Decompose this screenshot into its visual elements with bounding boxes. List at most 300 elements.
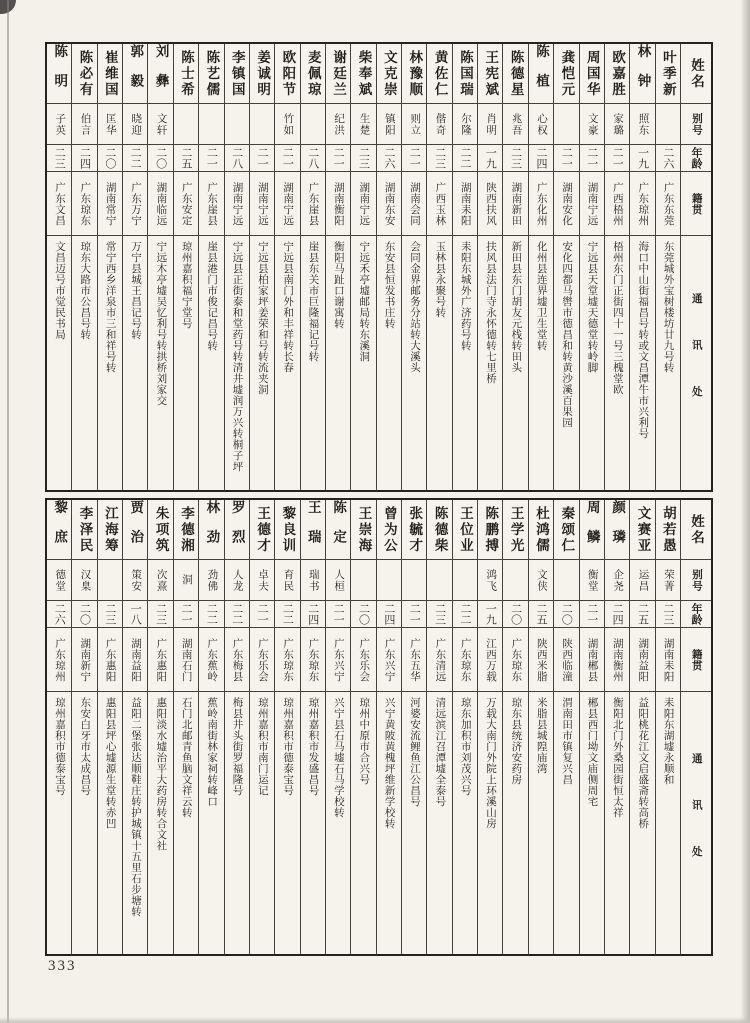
person-age-cell — [377, 145, 401, 172]
person-native-place-cell-text: 广东琼东 — [307, 637, 319, 682]
person-age-cell-text: 二〇 — [560, 603, 573, 625]
person-address-cell — [47, 692, 71, 954]
person-address-cell-text: 耒阳东城外广济药号转 — [459, 241, 471, 351]
person-alias-cell — [250, 560, 274, 601]
person-age-cell — [98, 601, 122, 628]
person-native-place-cell-text: 湖南东安 — [383, 181, 395, 226]
person-address-cell-text: 米脂县城隍庙湾 — [535, 697, 547, 774]
person-age-cell — [580, 145, 604, 172]
person-address-cell — [275, 236, 299, 490]
person-address-cell-text: 万载大南门外院上环溪山房 — [485, 697, 497, 829]
person-name-cell-text: 林钟 — [635, 44, 651, 103]
person-address-cell — [503, 692, 527, 954]
person-name-cell — [427, 500, 451, 560]
person-address-cell — [605, 692, 629, 954]
person-column — [351, 44, 376, 490]
person-column — [326, 44, 351, 490]
row-header-address-text: 通讯处 — [690, 293, 702, 433]
person-age-cell-text: 二〇 — [509, 603, 522, 625]
person-address-cell-text: 东安白牙市太成昌号 — [79, 697, 91, 796]
person-alias-cell-text: 兆吾 — [510, 112, 522, 136]
person-name-cell — [402, 500, 426, 560]
person-native-place-cell — [174, 628, 198, 692]
person-name-cell-text: 刘彝 — [153, 44, 169, 103]
person-address-cell — [580, 692, 604, 954]
person-age-cell-text: 二一 — [281, 147, 294, 169]
person-address-cell-text: 东莞城外宝树楼坊廿九号转 — [662, 241, 674, 373]
person-column — [554, 500, 579, 954]
person-native-place-cell-text: 广东崖县 — [307, 181, 319, 226]
person-age-cell-text: 二三 — [661, 603, 674, 625]
person-address-cell-text: 新田县东门胡友元栈转田头 — [510, 241, 522, 373]
person-native-place-cell — [98, 628, 122, 692]
person-column — [174, 44, 199, 490]
person-name-cell-text: 陈艺儒 — [204, 49, 220, 98]
person-age-cell-text: 二五 — [179, 147, 192, 169]
person-column — [199, 500, 224, 954]
person-native-place-cell — [529, 172, 553, 236]
person-alias-cell — [402, 104, 426, 145]
person-age-cell — [275, 601, 299, 628]
scan-bottom-edge-shade — [0, 1017, 750, 1023]
person-age-cell — [174, 601, 198, 628]
person-age-cell — [174, 145, 198, 172]
person-age-cell — [402, 601, 426, 628]
row-header-native-place-text: 籍贯 — [690, 648, 702, 671]
row-header-name — [681, 44, 711, 104]
person-name-cell — [275, 500, 299, 560]
person-alias-cell — [554, 560, 578, 601]
row-header-alias — [681, 560, 711, 601]
person-address-cell-text: 琼州嘉积市德泰宝号 — [53, 697, 65, 796]
person-name-cell-text: 秦颂仁 — [559, 505, 575, 554]
person-age-cell — [199, 601, 223, 628]
person-name-cell — [630, 500, 654, 560]
person-name-cell — [225, 500, 249, 560]
person-native-place-cell-text: 广东梅县 — [231, 637, 243, 682]
scan-left-edge-line — [7, 0, 9, 1023]
person-address-cell-text: 琼州嘉积福宁堂号 — [180, 241, 192, 329]
person-native-place-cell-text: 广西玉林 — [434, 181, 446, 226]
person-age-cell-text: 二二 — [458, 603, 471, 625]
person-native-place-cell-text: 湖南宁远 — [282, 181, 294, 226]
person-native-place-cell-text: 广东惠阳 — [104, 637, 116, 682]
person-name-cell-text: 欧阳节 — [280, 49, 296, 98]
row-header-native-place — [681, 172, 711, 236]
person-native-place-cell — [225, 172, 249, 236]
person-native-place-cell — [72, 172, 96, 236]
person-native-place-cell — [123, 172, 147, 236]
row-header-name-text: 姓名 — [689, 513, 704, 546]
person-alias-cell-text: 尔隆 — [459, 112, 471, 136]
person-alias-cell-text: 运昌 — [637, 568, 649, 592]
person-column — [529, 44, 554, 490]
person-address-cell — [402, 692, 426, 954]
person-native-place-cell — [656, 628, 680, 692]
person-name-cell — [301, 500, 325, 560]
person-address-cell — [47, 236, 71, 490]
person-alias-cell — [605, 104, 629, 145]
person-address-cell-text: 宁远县柏家坪姜荣和号转流夹洞 — [256, 241, 268, 395]
row-header-alias-text: 别号 — [691, 568, 702, 592]
person-name-cell — [301, 44, 325, 104]
person-alias-cell — [174, 104, 198, 145]
person-alias-cell-text: 德堂 — [54, 568, 66, 592]
person-column — [402, 500, 427, 954]
person-alias-cell — [351, 104, 375, 145]
person-address-cell — [351, 236, 375, 490]
person-name-cell — [377, 44, 401, 104]
person-name-cell-text: 王位业 — [457, 505, 473, 554]
person-age-cell — [605, 145, 629, 172]
person-native-place-cell-text: 广东琼东 — [510, 637, 522, 682]
person-address-cell-text: 琼州嘉积市南门运记 — [256, 697, 268, 796]
person-alias-cell-text: 文轩 — [155, 112, 167, 136]
row-header-name — [681, 500, 711, 560]
person-alias-cell — [453, 560, 477, 601]
person-column — [250, 500, 275, 954]
person-name-cell-text: 朱项筑 — [153, 505, 169, 554]
person-alias-cell — [275, 104, 299, 145]
person-alias-cell — [427, 104, 451, 145]
person-native-place-cell-text: 陕西米脂 — [535, 637, 547, 682]
person-column — [123, 44, 148, 490]
person-address-cell — [174, 236, 198, 490]
person-name-cell-text: 叶季新 — [660, 49, 676, 98]
person-address-cell — [123, 692, 147, 954]
person-column — [656, 44, 681, 490]
person-native-place-cell — [503, 628, 527, 692]
person-column — [580, 44, 605, 490]
person-native-place-cell — [47, 172, 71, 236]
person-name-cell — [453, 44, 477, 104]
person-address-cell-text: 文昌迈号市觉民书局 — [53, 241, 65, 340]
person-address-cell — [225, 692, 249, 954]
person-age-cell — [427, 145, 451, 172]
person-address-cell — [199, 692, 223, 954]
person-age-cell-text: 二五 — [636, 603, 649, 625]
person-native-place-cell — [427, 172, 451, 236]
person-native-place-cell — [554, 172, 578, 236]
person-name-cell-text: 周鳞 — [584, 500, 600, 559]
person-name-cell-text: 陈德柴 — [432, 505, 448, 554]
person-address-cell-text: 耒阳东湖墟永顺和 — [662, 697, 674, 785]
person-address-cell-text: 蕉岭南街林家祠转峰口 — [206, 697, 218, 807]
person-address-cell-text: 梧州东门正街四十一号三槐堂欧 — [611, 241, 623, 395]
person-age-cell-text: 二三 — [357, 147, 370, 169]
person-alias-cell — [98, 104, 122, 145]
person-age-cell-text: 二二 — [458, 147, 471, 169]
person-address-cell — [478, 236, 502, 490]
person-name-cell-text: 李德湘 — [178, 505, 194, 554]
person-age-cell-text: 二一 — [256, 147, 269, 169]
person-native-place-cell — [580, 628, 604, 692]
person-native-place-cell — [630, 628, 654, 692]
person-column — [225, 44, 250, 490]
person-native-place-cell-text: 广东惠阳 — [155, 637, 167, 682]
person-alias-cell — [453, 104, 477, 145]
person-native-place-cell — [275, 172, 299, 236]
person-name-cell-text: 杜鸿儒 — [534, 505, 550, 554]
person-native-place-cell — [478, 628, 502, 692]
person-age-cell — [351, 145, 375, 172]
person-native-place-cell-text: 广东琼州 — [637, 181, 649, 226]
person-age-cell — [630, 601, 654, 628]
person-column — [453, 500, 478, 954]
person-age-cell — [529, 145, 553, 172]
person-native-place-cell-text: 湖南新宁 — [79, 637, 91, 682]
person-age-cell-text: 二三 — [509, 147, 522, 169]
person-address-cell — [72, 236, 96, 490]
person-alias-cell-text: 匡华 — [104, 112, 116, 136]
person-age-cell-text: 二一 — [408, 147, 421, 169]
person-alias-cell-text: 卓夫 — [257, 568, 269, 592]
person-column — [529, 500, 554, 954]
person-name-cell — [174, 44, 198, 104]
person-native-place-cell-text: 广东崖县 — [206, 181, 218, 226]
row-header-address — [681, 236, 711, 490]
person-name-cell-text: 陈定 — [331, 500, 347, 559]
person-alias-cell — [503, 560, 527, 601]
person-age-cell — [427, 601, 451, 628]
person-alias-cell — [199, 560, 223, 601]
person-alias-cell — [123, 560, 147, 601]
person-alias-cell — [580, 560, 604, 601]
person-age-cell — [225, 145, 249, 172]
person-address-cell — [351, 692, 375, 954]
person-column — [503, 44, 528, 490]
person-age-cell-text: 二六 — [382, 147, 395, 169]
person-name-cell-text: 江海筹 — [102, 505, 118, 554]
person-column — [478, 500, 503, 954]
person-age-cell — [377, 601, 401, 628]
person-column — [123, 500, 148, 954]
person-name-cell — [478, 44, 502, 104]
person-column — [377, 44, 402, 490]
person-native-place-cell — [301, 628, 325, 692]
person-native-place-cell — [605, 628, 629, 692]
person-alias-cell — [656, 560, 680, 601]
person-age-cell-text: 二八 — [306, 147, 319, 169]
person-native-place-cell-text: 湖南益阳 — [130, 637, 142, 682]
person-name-cell — [98, 44, 122, 104]
person-address-cell — [427, 236, 451, 490]
person-address-cell-text: 河婆安流鲤鱼江公昌号 — [408, 697, 420, 807]
person-address-cell-text: 宁远木亭墟吴忆利号转拱桥刘家交 — [155, 241, 167, 406]
person-address-cell-text: 万宁县城王昌记号转 — [130, 241, 142, 340]
person-name-cell-text: 崔维国 — [102, 49, 118, 98]
person-age-cell-text: 二〇 — [357, 603, 370, 625]
person-column — [605, 44, 630, 490]
person-alias-cell — [377, 104, 401, 145]
person-native-place-cell-text: 广东蕉岭 — [206, 637, 218, 682]
person-name-cell — [656, 500, 680, 560]
person-native-place-cell — [478, 172, 502, 236]
person-native-place-cell-text: 广东兴宁 — [383, 637, 395, 682]
person-address-cell-text: 宁远禾亭墟邮局转东溪洞 — [358, 241, 370, 362]
person-age-cell — [148, 601, 172, 628]
person-age-cell — [478, 601, 502, 628]
person-address-cell — [98, 692, 122, 954]
person-address-cell-text: 宁远县南门外和丰祥转长春 — [282, 241, 294, 373]
person-name-cell-text: 黎庶 — [52, 500, 68, 559]
person-alias-cell-text: 偕奇 — [434, 112, 446, 136]
person-native-place-cell-text: 广西梧州 — [611, 181, 623, 226]
person-age-cell-text: 二八 — [230, 147, 243, 169]
person-name-cell — [503, 44, 527, 104]
row-header-name-text: 姓名 — [689, 57, 704, 90]
person-name-cell-text: 陈士希 — [178, 49, 194, 98]
person-address-cell — [250, 692, 274, 954]
person-alias-cell — [630, 104, 654, 145]
person-address-cell-text: 琼东大路市公昌号转 — [79, 241, 91, 340]
person-column — [503, 500, 528, 954]
person-address-cell — [554, 692, 578, 954]
person-address-cell — [656, 236, 680, 490]
person-native-place-cell-text: 广东万宁 — [130, 181, 142, 226]
person-column — [275, 500, 300, 954]
person-name-cell-text: 罗烈 — [229, 500, 245, 559]
person-alias-cell-text: 劲佛 — [206, 568, 218, 592]
row-header-age — [681, 601, 711, 628]
person-alias-cell-text: 纪洪 — [333, 112, 345, 136]
person-address-cell — [427, 692, 451, 954]
person-address-cell — [503, 236, 527, 490]
person-alias-cell — [529, 560, 553, 601]
person-address-cell-text: 安化四都马辔市德昌和转黄沙溪百果园 — [561, 241, 573, 428]
person-column — [427, 44, 452, 490]
person-address-cell-text: 惠阳县坪心墟源生堂转赤凹 — [104, 697, 116, 829]
person-address-cell — [326, 692, 350, 954]
person-address-cell — [554, 236, 578, 490]
person-alias-cell — [427, 560, 451, 601]
person-name-cell — [529, 500, 553, 560]
person-alias-cell-text: 策安 — [130, 568, 142, 592]
person-age-cell — [503, 145, 527, 172]
person-name-cell — [174, 500, 198, 560]
person-name-cell — [554, 44, 578, 104]
person-name-cell-text: 欧嘉胜 — [610, 49, 626, 98]
person-alias-cell-text: 照东 — [637, 112, 649, 136]
person-native-place-cell — [326, 172, 350, 236]
person-address-cell-text: 扶风县法门寺永怀德转七里桥 — [485, 241, 497, 384]
person-age-cell — [123, 145, 147, 172]
person-native-place-cell-text: 湖南新田 — [510, 181, 522, 226]
person-name-cell-text: 黎良训 — [280, 505, 296, 554]
person-column — [47, 500, 72, 954]
person-address-cell-text: 衡阳马趾口谢寓转 — [332, 241, 344, 329]
person-address-cell — [123, 236, 147, 490]
person-name-cell — [72, 500, 96, 560]
person-alias-cell — [148, 560, 172, 601]
person-address-cell — [453, 236, 477, 490]
person-alias-cell-text: 家璐 — [612, 112, 624, 136]
person-name-cell-text: 周国华 — [584, 49, 600, 98]
person-native-place-cell — [123, 628, 147, 692]
person-name-cell-text: 林劲 — [204, 500, 220, 559]
person-name-cell — [630, 44, 654, 104]
person-native-place-cell — [503, 172, 527, 236]
person-age-cell-text: 二一 — [585, 147, 598, 169]
person-column — [326, 500, 351, 954]
person-address-cell-text: 郴县西门坳文庙侧周宅 — [586, 697, 598, 807]
person-name-cell-text: 林豫顺 — [407, 49, 423, 98]
person-age-cell — [351, 601, 375, 628]
person-native-place-cell — [453, 628, 477, 692]
person-address-cell-text: 石门北邮青鱼脑文祥云转 — [180, 697, 192, 818]
person-name-cell — [98, 500, 122, 560]
person-native-place-cell — [402, 628, 426, 692]
person-address-cell — [199, 236, 223, 490]
person-age-cell — [98, 145, 122, 172]
person-address-cell-text: 兴宁县石马墟石马学校转 — [332, 697, 344, 818]
person-native-place-cell — [98, 172, 122, 236]
person-column — [72, 500, 97, 954]
person-native-place-cell-text: 湖南耒阳 — [662, 637, 674, 682]
person-age-cell-text: 二一 — [332, 603, 345, 625]
person-alias-cell-text: 次熹 — [155, 568, 167, 592]
person-column — [427, 500, 452, 954]
person-native-place-cell — [453, 172, 477, 236]
person-age-cell — [453, 145, 477, 172]
person-alias-cell-text: 伯言 — [79, 112, 91, 136]
person-age-cell — [605, 601, 629, 628]
person-native-place-cell — [72, 628, 96, 692]
person-age-cell-text: 二二 — [230, 603, 243, 625]
person-age-cell-text: 二三 — [433, 603, 446, 625]
person-age-cell — [250, 145, 274, 172]
person-alias-cell-text: 子英 — [54, 112, 66, 136]
person-native-place-cell — [199, 628, 223, 692]
person-alias-cell — [301, 560, 325, 601]
person-alias-cell — [630, 560, 654, 601]
person-address-cell-text: 会同金界邮务分站转大溪头 — [408, 241, 420, 373]
row-header-native-place — [681, 628, 711, 692]
directory-table-top — [45, 42, 713, 492]
person-alias-cell — [402, 560, 426, 601]
person-age-cell-text: 二二 — [281, 603, 294, 625]
person-alias-cell-text: 肖明 — [485, 112, 497, 136]
row-header-native-place-text: 籍贯 — [690, 192, 702, 215]
person-age-cell-text: 二〇 — [154, 147, 167, 169]
person-native-place-cell-text: 广东乐会 — [358, 637, 370, 682]
person-alias-cell-text: 竹如 — [282, 112, 294, 136]
person-native-place-cell-text: 湖南宁远 — [256, 181, 268, 226]
person-name-cell-text: 文赛亚 — [635, 505, 651, 554]
person-name-cell — [250, 500, 274, 560]
row-header-address — [681, 692, 711, 954]
person-alias-cell — [351, 560, 375, 601]
person-name-cell-text: 姜诚明 — [255, 49, 271, 98]
person-name-cell-text: 陈明 — [52, 44, 68, 103]
person-age-cell — [123, 601, 147, 628]
person-address-cell-text: 玉林县永聚号转 — [434, 241, 446, 318]
person-native-place-cell — [326, 628, 350, 692]
person-native-place-cell-text: 广东安定 — [180, 181, 192, 226]
person-alias-cell-text: 文侠 — [536, 568, 548, 592]
directory-table-bottom — [45, 498, 713, 956]
person-column — [72, 44, 97, 490]
person-name-cell-text: 曾为公 — [381, 505, 397, 554]
person-column — [275, 44, 300, 490]
person-native-place-cell — [656, 172, 680, 236]
person-native-place-cell — [47, 628, 71, 692]
person-address-cell-text: 益阳二堡张达顺鞋庄转护城镇十五里石步塘转 — [130, 697, 142, 917]
person-name-cell — [351, 500, 375, 560]
person-address-cell — [402, 236, 426, 490]
person-age-cell — [326, 145, 350, 172]
person-name-cell-text: 郭毅 — [128, 44, 144, 103]
